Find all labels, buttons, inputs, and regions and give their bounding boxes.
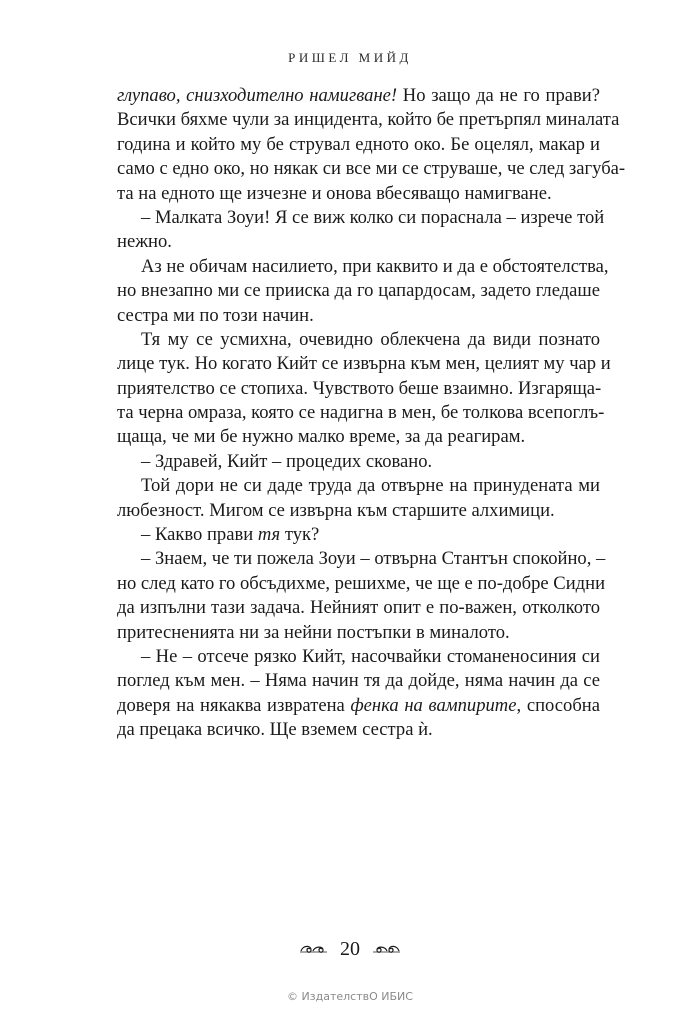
text-run: поглед към мен. – Няма начин тя да дойде, няма начин да се [117,670,600,692]
text-run: Аз не обичам насилието, при каквито и да е обстоятелства, [141,255,609,277]
copyright-footer: © ИздателствО ИБИС [287,990,413,1003]
text-run: приятелство се стопиха. Чувството беше взаимно. Изгаряща- [117,377,602,399]
text-line [117,450,600,474]
text-run: лице тук. Но когато Кийт се извърна към мен, целият му чар и [117,353,611,375]
text-line [117,523,600,547]
text-run: но внезапно ми се прииска да го цапардосам, задето гледаше [117,280,600,302]
text-run: да прецака всичко. Ще вземем сестра ѝ. [117,719,433,741]
text-line [117,279,600,303]
italic-text-run: тя [257,524,281,546]
text-line [117,499,600,523]
text-line [117,669,600,693]
text-line [117,84,600,108]
text-run: година и който му бе струвал едното око. Бе оцелял, макар и [117,133,600,155]
text-run: – Здравей, Кийт – процедих сковано. [141,450,433,472]
text-line [117,547,606,571]
text-line [117,328,600,352]
italic-text-run: глупаво, снизходително намигване! [117,85,398,106]
text-line [117,255,609,279]
text-run: щаща, че ми бе нужно малко време, за да реагирам. [117,426,526,448]
text-line [117,401,605,425]
text-line [117,206,605,230]
text-run: само с едно око, но някак си все ми се струваше, че след загуба- [117,158,626,180]
page-number: 20 [340,937,360,960]
text-run: сестра ми по този начин. [117,304,314,326]
text-line [117,474,600,498]
text-line [117,108,620,132]
text-run: но след като го обсъдихме, решихме, че ще е по-добре Сидни [117,572,606,594]
text-run: любезност. Мигом се извърна към старшите алхимици. [117,499,555,521]
text-line [117,133,600,157]
text-line [117,596,600,620]
text-line [117,572,606,596]
text-run: да изпълни тази задача. Нейният опит е по-важен, отколкото [117,597,600,619]
text-run: та на едното ще изчезне и онова вбесяващо намигване. [117,182,552,204]
text-line [117,694,600,718]
text-line [117,230,600,254]
body-text [117,84,626,743]
text-run: нежно. [117,231,172,253]
text-run: Но защо да не го прави? [397,85,600,106]
text-run: притесненията ни за нейни постъпки в миналото. [117,621,510,643]
running-head: РИШЕЛ МИЙД [288,50,412,65]
text-run: , способна [516,694,600,716]
text-run: Тя му се усмихна, очевидно облекчена да види познато [141,328,600,350]
italic-text-run: фенка на вампирите [350,694,517,716]
text-run: доверя на някаква извратена [117,694,351,716]
text-run: – Знаем, че ти пожела Зоуи – отвърна Стантън спокойно, – [141,548,606,570]
text-line [117,377,600,401]
page-folio [0,937,700,961]
text-line [117,182,600,206]
text-line [117,718,600,742]
text-line [117,157,626,181]
text-run: – Не – отсече рязко Кийт, насочвайки стоманеносиния си [141,645,600,667]
text-line [117,645,600,669]
text-line [117,621,600,645]
text-run: – Какво прави [141,524,258,546]
swirl-ornament-icon [299,938,329,961]
text-line [117,304,600,328]
text-run: Всички бяхме чули за инцидента, който бе претърпял миналата [117,109,620,131]
text-line [117,425,600,449]
text-run: – Малката Зоуи! Я се виж колко си пораснала – изрече той [141,206,605,228]
text-run: та черна омраза, която се надигна в мен, бе толкова всепоглъ- [117,402,605,424]
text-line [117,352,611,376]
text-run: Той дори не си даде труда да отвърне на принудената ми [141,475,600,497]
text-run: тук? [280,524,320,546]
swirl-ornament-icon [371,938,401,961]
